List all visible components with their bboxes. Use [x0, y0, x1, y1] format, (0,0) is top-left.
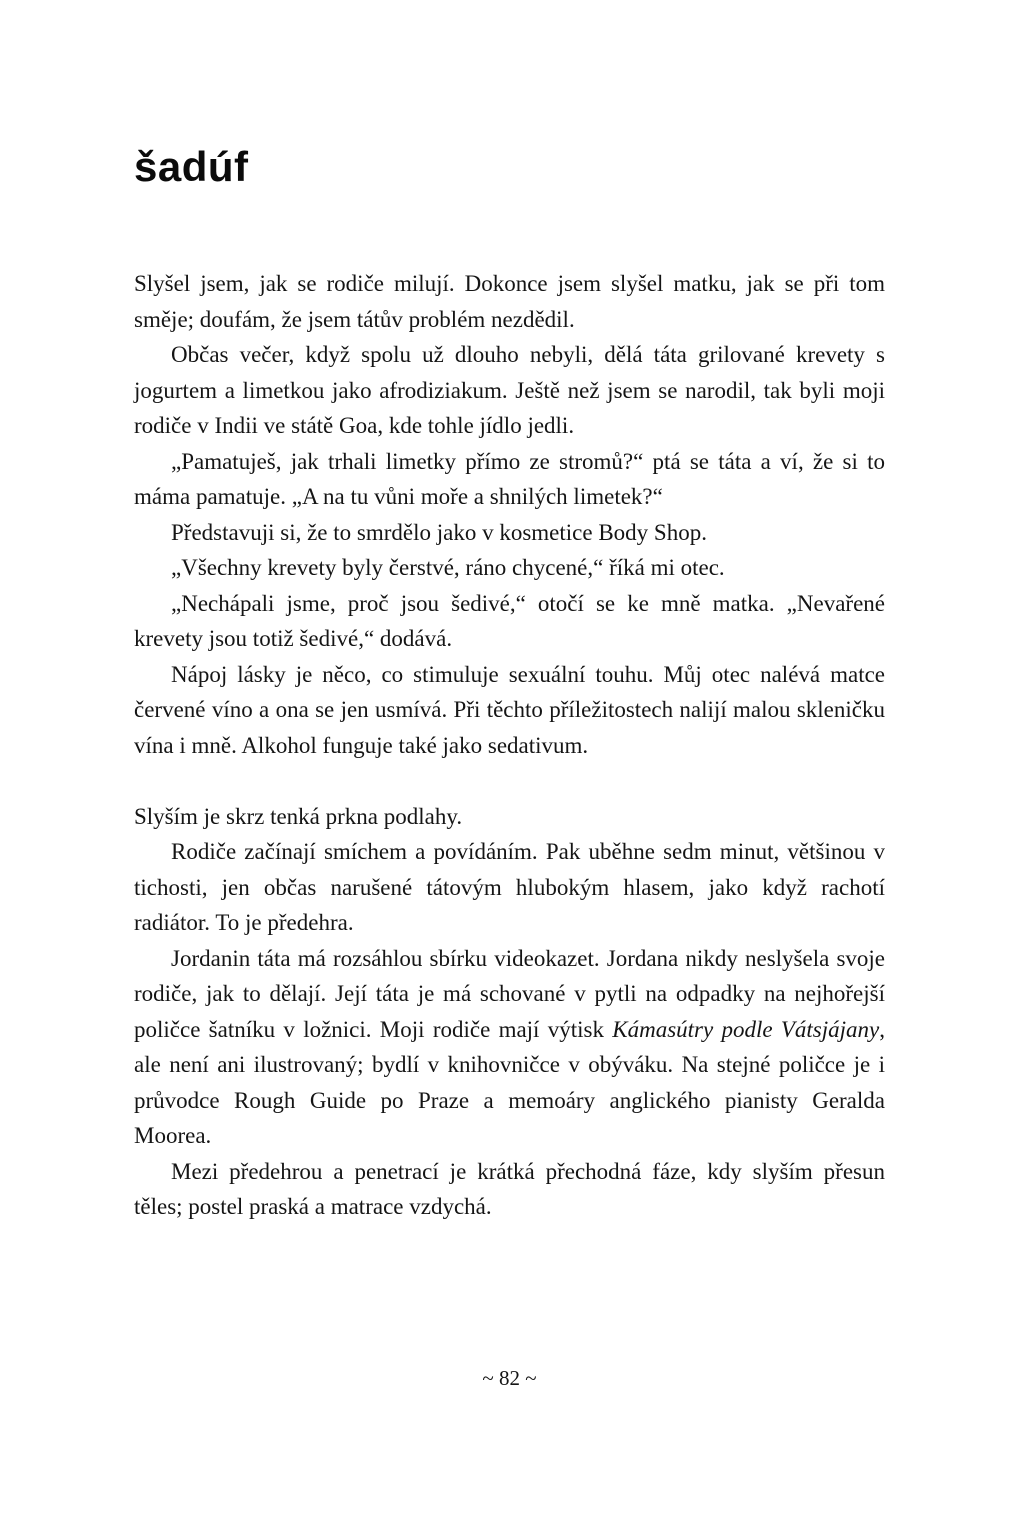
- paragraph: „Pamatuješ, jak trhali limetky přímo ze stromů?“ ptá se táta a ví, že si to máma pamatuje. „A na tu vůni moře a shnilých limetek?“: [134, 448, 885, 510]
- page-number: ~ 82 ~: [482, 1366, 537, 1390]
- chapter-title: šadúf: [134, 143, 249, 190]
- paragraph: Občas večer, když spolu už dlouho nebyli, dělá táta grilované krevety s jogurtem a limetkou jako afrodiziakum. Ještě než jsem se narodil, tak byli moji rodiče v Indii ve státě Goa, kde tohle jídlo jedli.: [134, 342, 885, 439]
- paragraph: Slyším je skrz tenká prkna podlahy.: [134, 803, 463, 829]
- paragraph-segment: , ale není ani ilustrovaný; bydlí v knihovničce v obýváku. Na stejné poličce je i průvodce Rough Guide po Praze a memoáry anglického pianisty Geralda Moorea.: [134, 1016, 885, 1149]
- body-text: [134, 266, 885, 1225]
- paragraph: Slyšel jsem, jak se rodiče milují. Dokonce jsem slyšel matku, jak se při tom směje; doufám, že jsem tátův problém nezdědil.: [134, 271, 885, 332]
- paragraph: Nápoj lásky je něco, co stimuluje sexuální touhu. Můj otec nalévá matce červené víno a ona se jen usmívá. Při těchto příležitostech nalijí malou skleničku vína i mně. Alkohol funguje také jako sedativum.: [134, 661, 885, 758]
- paragraph: „Nechápali jsme, proč jsou šedivé,“ otočí se ke mně matka. „Nevařené krevety jsou totiž šedivé,“ dodává.: [134, 590, 885, 652]
- paragraph: [134, 941, 885, 1154]
- text-block: [134, 144, 885, 1225]
- paragraph: Mezi předehrou a penetrací je krátká přechodná fáze, kdy slyším přesun těles; postel praská a matrace vzdychá.: [134, 1158, 885, 1220]
- paragraph: „Všechny krevety byly čerstvé, ráno chycené,“ říká mi otec.: [171, 555, 725, 581]
- book-title-italic: Kámasútry podle Vátsjájany: [612, 1016, 880, 1042]
- paragraph-segment: Jordanin táta má rozsáhlou sbírku videokazet. Jordana nikdy neslyšela svoje rodiče, jak to dělají. Její táta je má schované v pytli na odpadky na nejhořejší poličce šatníku v ložnici. Moji rodiče mají výtisk: [134, 945, 885, 1042]
- paragraph: Představuji si, že to smrdělo jako v kosmetice Body Shop.: [171, 519, 707, 545]
- paragraph: Rodiče začínají smíchem a povídáním. Pak uběhne sedm minut, většinou v tichosti, jen občas narušené tátovým hlubokým hlasem, jako když rachotí radiátor. To je předehra.: [134, 839, 885, 936]
